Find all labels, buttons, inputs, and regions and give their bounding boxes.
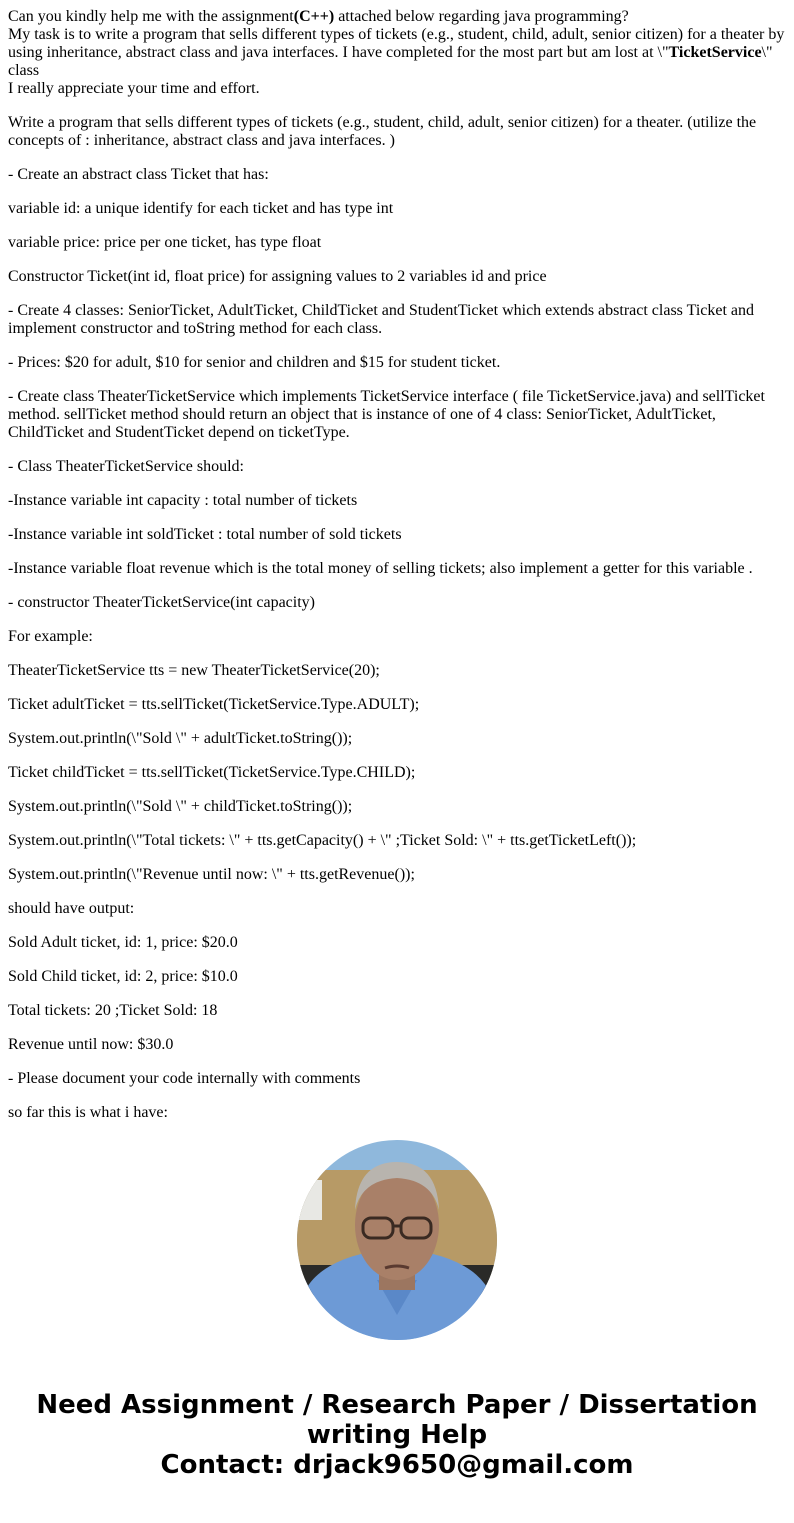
intro-text: \" class: [8, 44, 773, 79]
intro-text: attached below regarding java programming?: [334, 8, 629, 25]
paragraph: -Instance variable int capacity : total number of tickets: [8, 492, 358, 509]
paragraph: - Class TheaterTicketService should:: [8, 458, 244, 475]
paragraph: Sold Adult ticket, id: 1, price: $20.0: [8, 934, 238, 951]
intro-block: [8, 8, 786, 98]
contact-banner: [0, 1390, 794, 1480]
paragraph: System.out.println(\"Revenue until now: \" + tts.getRevenue());: [8, 866, 415, 883]
paragraph: Total tickets: 20 ;Ticket Sold: 18: [8, 1002, 218, 1019]
paragraph: Constructor Ticket(int id, float price) for assigning values to 2 variables id and price: [8, 268, 547, 285]
paragraph: should have output:: [8, 900, 135, 917]
avatar: [297, 1140, 497, 1340]
paragraph: variable price: price per one ticket, has type float: [8, 234, 322, 251]
intro-bold: (C++): [293, 8, 335, 25]
paragraph: - Create 4 classes: SeniorTicket, AdultTicket, ChildTicket and StudentTicket which extends abstract class Ticket and implement constructor and toString method for each class.: [8, 302, 755, 337]
paragraph: System.out.println(\"Total tickets: \" + tts.getCapacity() + \" ;Ticket Sold: \" + tts.getTicketLeft());: [8, 832, 637, 849]
avatar-container: [0, 1140, 794, 1340]
paragraph: variable id: a unique identify for each ticket and has type int: [8, 200, 394, 217]
paragraph: so far this is what i have:: [8, 1104, 168, 1121]
paragraph: For example:: [8, 628, 93, 645]
paragraph: TheaterTicketService tts = new TheaterTicketService(20);: [8, 662, 380, 679]
paragraph: - Create an abstract class Ticket that has:: [8, 166, 269, 183]
banner-contact: Contact: drjack9650@gmail.com: [160, 1450, 634, 1480]
portrait-image: [297, 1140, 497, 1340]
paragraph: -Instance variable int soldTicket : total number of sold tickets: [8, 526, 402, 543]
paragraph: System.out.println(\"Sold \" + adultTicket.toString());: [8, 730, 353, 747]
paragraph: Revenue until now: $30.0: [8, 1036, 174, 1053]
paragraph: - constructor TheaterTicketService(int capacity): [8, 594, 315, 611]
paragraph: - Create class TheaterTicketService which implements TicketService interface ( file TicketService.java) and sellTicket method. sellTicket method should return an object that is instance of one of 4 class: SeniorTicket, AdultTicket, ChildTicket and StudentTicket depend on ticketType.: [8, 388, 765, 441]
banner-headline: Need Assignment / Research Paper / Dissertation writing Help: [36, 1390, 758, 1450]
paragraph: Ticket childTicket = tts.sellTicket(TicketService.Type.CHILD);: [8, 764, 416, 781]
paragraph: Sold Child ticket, id: 2, price: $10.0: [8, 968, 238, 985]
paragraph: Write a program that sells different types of tickets (e.g., student, child, adult, senior citizen) for a theater. (utilize the concepts of : inheritance, abstract class and java interfaces. ): [8, 114, 757, 149]
paragraph: - Prices: $20 for adult, $10 for senior and children and $15 for student ticket.: [8, 354, 501, 371]
paragraph: Ticket adultTicket = tts.sellTicket(TicketService.Type.ADULT);: [8, 696, 420, 713]
intro-text: I really appreciate your time and effort.: [8, 80, 260, 97]
intro-bold: TicketService: [668, 44, 762, 61]
intro-text: My task is to write a program that sells different types of tickets (e.g., student, child, adult, senior citizen) for a theater by using inheritance, abstract class and java interfaces. I have completed for the most part but am lost at \": [8, 26, 785, 61]
paragraph: -Instance variable float revenue which is the total money of selling tickets; also implement a getter for this variable .: [8, 560, 753, 577]
body-paragraphs: [8, 114, 786, 1122]
paragraph: - Please document your code internally with comments: [8, 1070, 361, 1087]
paragraph: System.out.println(\"Sold \" + childTicket.toString());: [8, 798, 353, 815]
intro-text: Can you kindly help me with the assignment: [8, 8, 294, 25]
